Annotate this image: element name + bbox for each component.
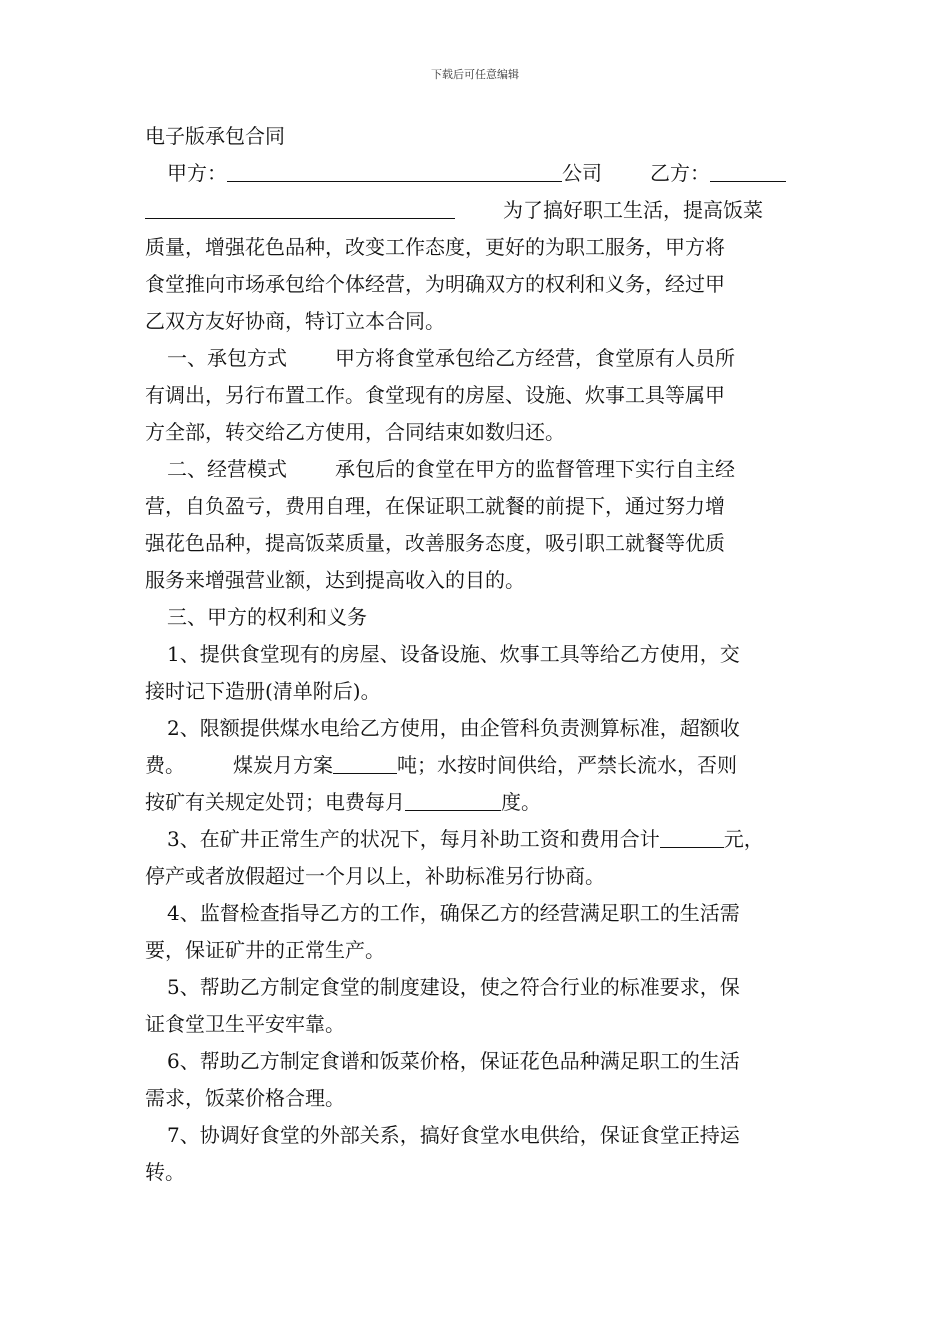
section2-line-3: 强花色品种，提高饭菜质量，改善服务态度，吸引职工就餐等优质 bbox=[145, 531, 725, 555]
item2-text-1: 2、限额提供煤水电给乙方使用，由企管科负责测算标准，超额收 bbox=[167, 716, 740, 740]
section1-line-3: 方全部，转交给乙方使用，合同结束如数归还。 bbox=[145, 420, 565, 444]
parties-line bbox=[145, 155, 810, 192]
party-b-blank-1 bbox=[710, 157, 786, 182]
electricity-amount-blank bbox=[405, 786, 501, 811]
party-a-label: 甲方： bbox=[167, 161, 227, 185]
item2-line-1 bbox=[145, 710, 810, 747]
section1-title: 一、承包方式 bbox=[167, 346, 287, 370]
intro-line-4: 乙双方友好协商，特订立本合同。 bbox=[145, 309, 445, 333]
item4-line-2: 要，保证矿井的正常生产。 bbox=[145, 938, 385, 962]
intro-text-1: 为了搞好职工生活，提高饭菜 bbox=[503, 198, 763, 222]
item3-text-1a: 3、在矿井正常生产的状况下，每月补助工资和费用合计 bbox=[167, 827, 660, 851]
intro-line-2: 质量，增强花色品种，改变工作态度，更好的为职工服务，甲方将 bbox=[145, 235, 725, 259]
section3-title-line bbox=[145, 599, 810, 636]
section2-title: 二、经营模式 bbox=[167, 457, 287, 481]
item3-line-1 bbox=[145, 821, 810, 858]
item5-text-1: 5、帮助乙方制定食堂的制度建设，使之符合行业的标准要求，保 bbox=[167, 975, 740, 999]
section1-line-1 bbox=[145, 340, 810, 377]
section1-text-1: 甲方将食堂承包给乙方经营，食堂原有人员所 bbox=[335, 346, 735, 370]
section2-line-1 bbox=[145, 451, 810, 488]
item4-line-1 bbox=[145, 895, 810, 932]
item1-text-1: 1、提供食堂现有的房屋、设备设施、炊事工具等给乙方使用，交 bbox=[167, 642, 740, 666]
item5-line-2: 证食堂卫生平安牢靠。 bbox=[145, 1012, 345, 1036]
section2-line-4: 服务来增强营业额，达到提高收入的目的。 bbox=[145, 568, 525, 592]
item3-line-2: 停产或者放假超过一个月以上，补助标准另行协商。 bbox=[145, 864, 605, 888]
item6-line-1 bbox=[145, 1043, 810, 1080]
party-a-blank bbox=[227, 157, 562, 182]
intro-line-1 bbox=[145, 192, 810, 229]
subsidy-amount-blank bbox=[660, 823, 724, 848]
item2-line-3 bbox=[145, 784, 810, 821]
page-header-note: 下载后可任意编辑 bbox=[431, 68, 519, 81]
company-label: 公司 bbox=[562, 161, 602, 185]
section2-text-1: 承包后的食堂在甲方的监督管理下实行自主经 bbox=[335, 457, 735, 481]
item6-line-2: 需求，饭菜价格合理。 bbox=[145, 1086, 345, 1110]
document-title: 电子版承包合同 bbox=[145, 124, 285, 148]
intro-line-3: 食堂推向市场承包给个体经营，为明确双方的权利和义务，经过甲 bbox=[145, 272, 725, 296]
item6-text-1: 6、帮助乙方制定食谱和饭菜价格，保证花色品种满足职工的生活 bbox=[167, 1049, 740, 1073]
item2-text-2c: 吨；水按时间供给，严禁长流水，否则 bbox=[397, 753, 737, 777]
item7-line-1 bbox=[145, 1117, 810, 1154]
section1-line-2: 有调出，另行布置工作。食堂现有的房屋、设施、炊事工具等属甲 bbox=[145, 383, 725, 407]
item2-text-2b: 煤炭月方案 bbox=[233, 753, 333, 777]
item3-text-1b: 元， bbox=[723, 827, 764, 851]
item2-line-2 bbox=[145, 747, 810, 784]
coal-amount-blank bbox=[333, 749, 397, 774]
party-b-label: 乙方： bbox=[650, 161, 710, 185]
item2-text-3b: 度。 bbox=[501, 790, 541, 814]
contract-document bbox=[145, 118, 810, 1191]
item2-text-2a: 费。 bbox=[145, 753, 185, 777]
item7-text-1: 7、协调好食堂的外部关系，搞好食堂水电供给，保证食堂正持运 bbox=[167, 1123, 740, 1147]
item7-line-2: 转。 bbox=[145, 1160, 185, 1184]
section3-title: 三、甲方的权利和义务 bbox=[167, 605, 367, 629]
item5-line-1 bbox=[145, 969, 810, 1006]
item1-line-2: 接时记下造册(清单附后)。 bbox=[145, 679, 381, 703]
item1-line-1 bbox=[145, 636, 810, 673]
item4-text-1: 4、监督检查指导乙方的工作，确保乙方的经营满足职工的生活需 bbox=[167, 901, 740, 925]
party-b-blank-2 bbox=[145, 194, 455, 219]
section2-line-2: 营，自负盈亏，费用自理，在保证职工就餐的前提下，通过努力增 bbox=[145, 494, 725, 518]
item2-text-3a: 按矿有关规定处罚；电费每月 bbox=[145, 790, 405, 814]
